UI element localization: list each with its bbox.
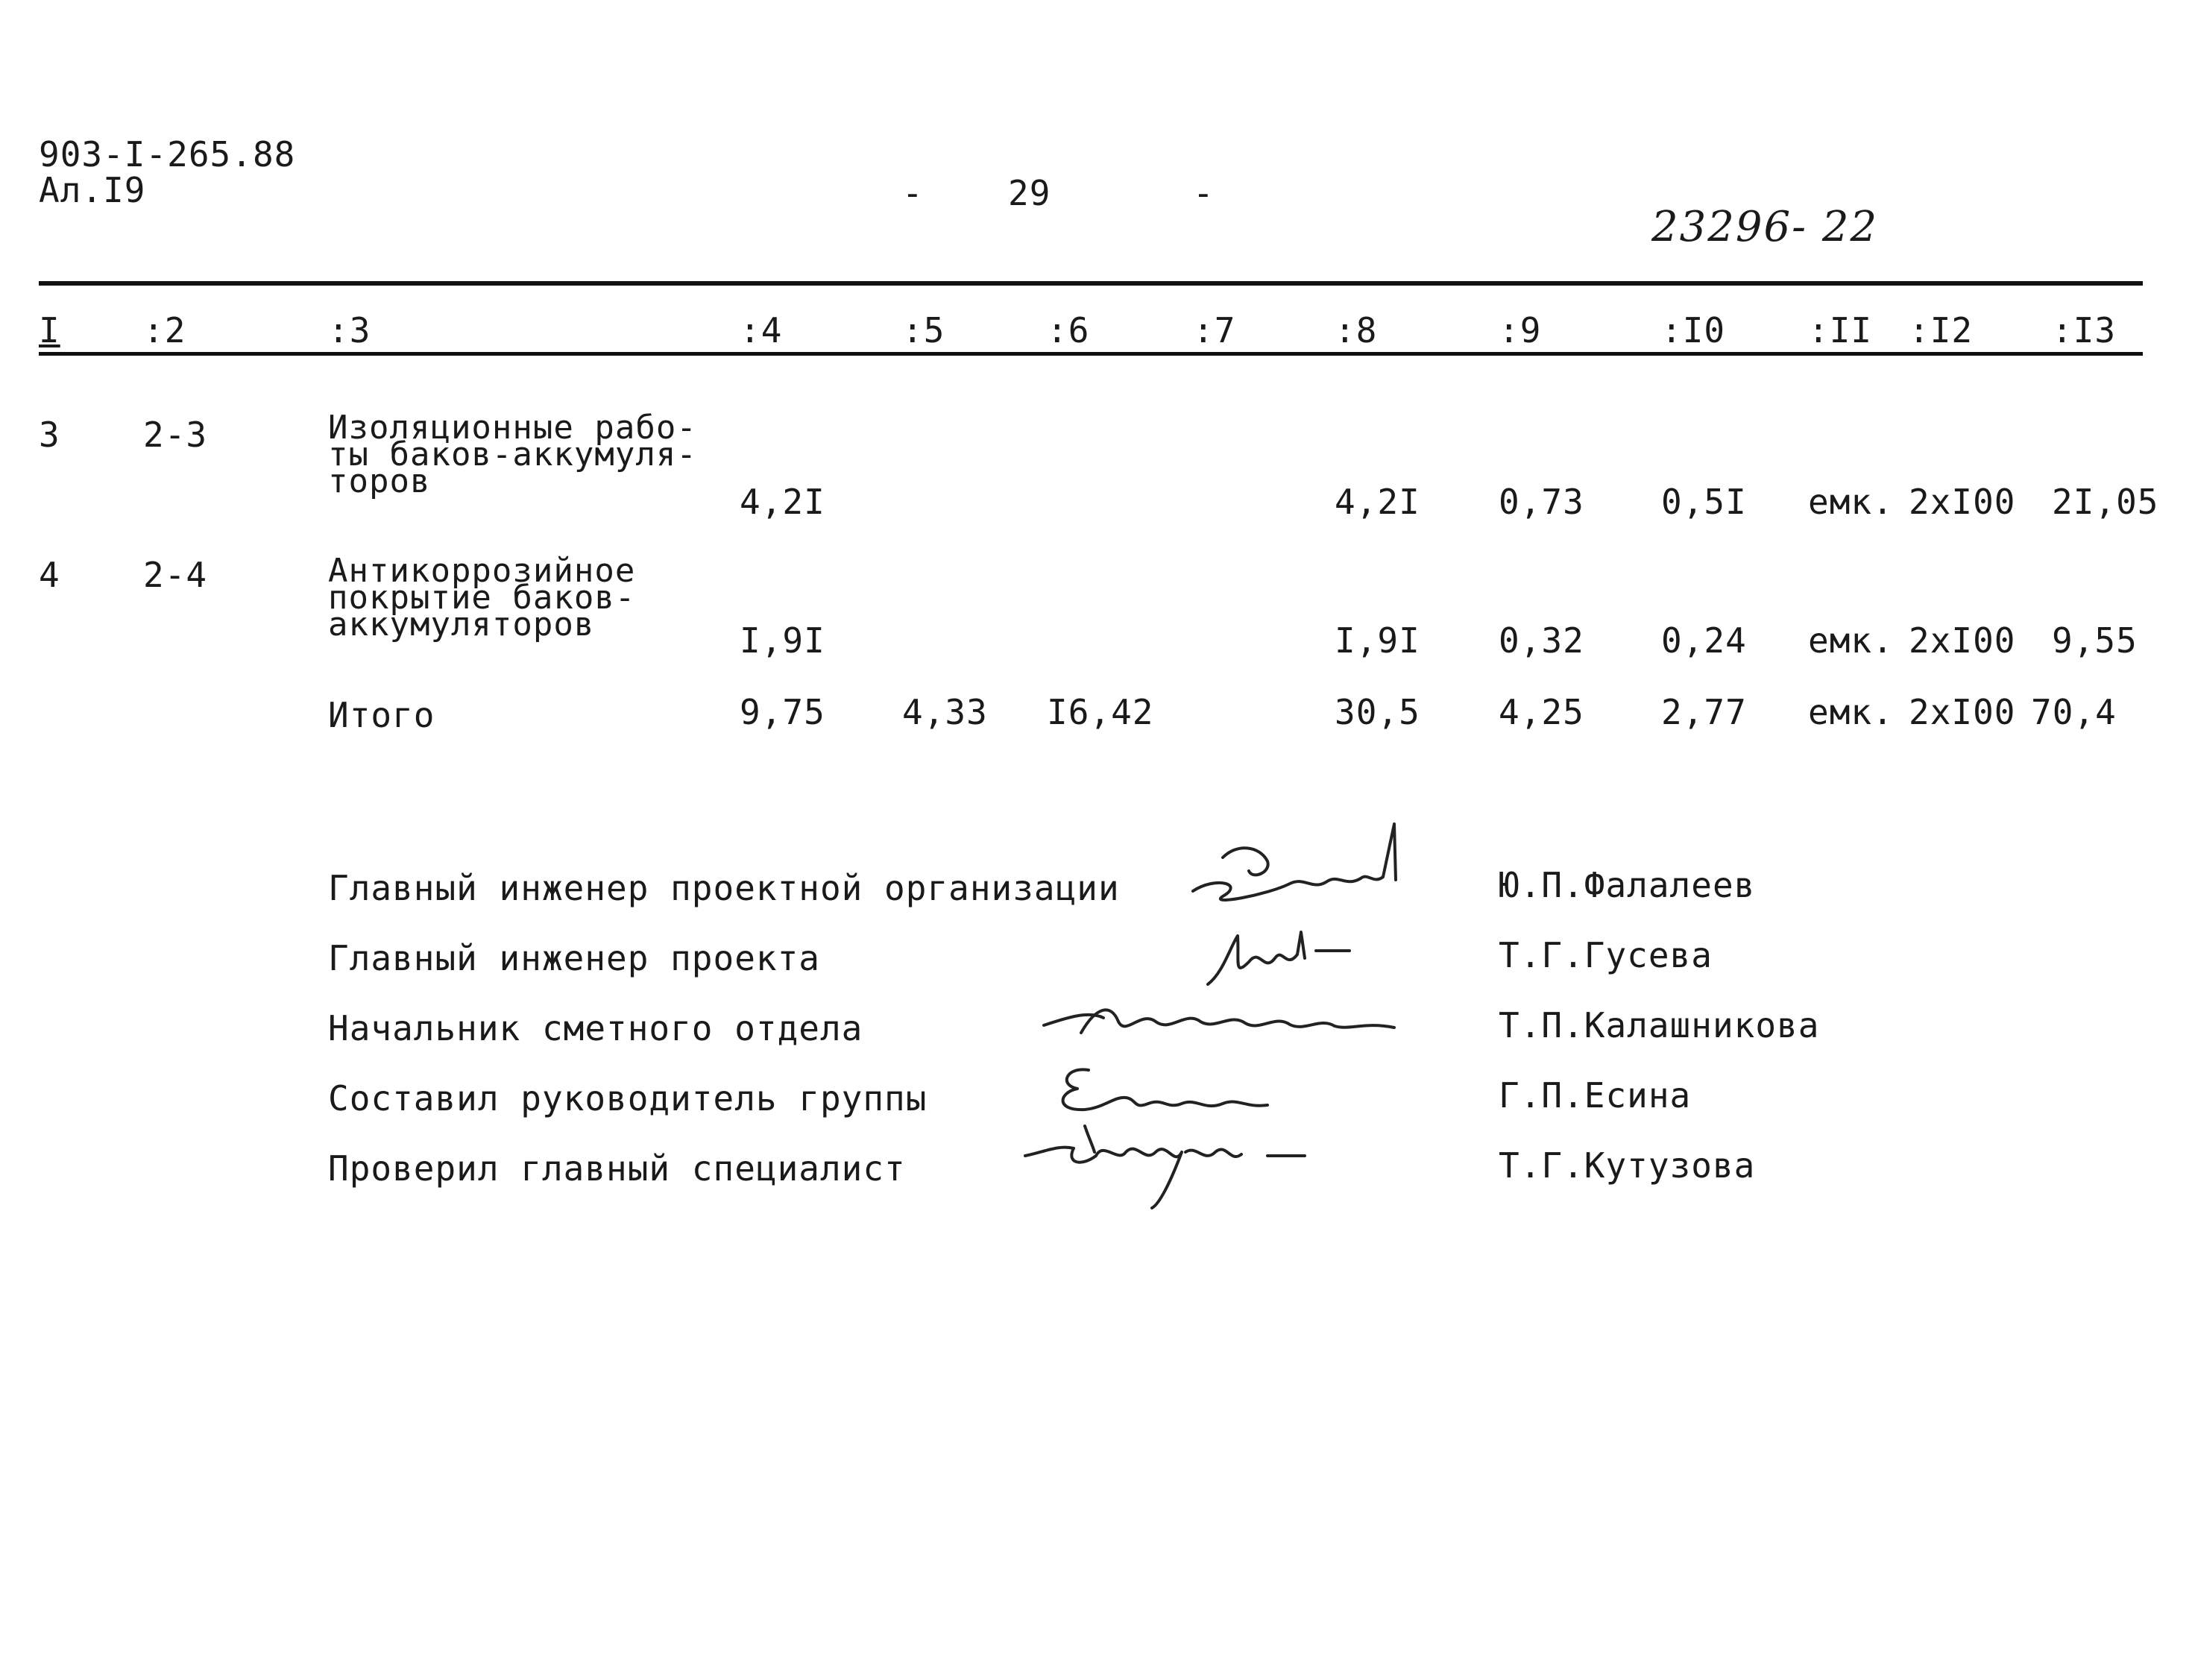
- cell-col10: 0,24: [1661, 620, 1747, 661]
- cell-col13: 9,55: [2052, 620, 2138, 661]
- col-header-7: :7: [1193, 310, 1236, 350]
- signatory-name: Г.П.Есина: [1499, 1075, 1692, 1116]
- album-number: Ал.I9: [39, 170, 146, 210]
- page-number: 29: [1008, 173, 1051, 213]
- inventory-number: 23296- 22: [1651, 203, 1879, 251]
- cell-col13: 2I,05: [2052, 482, 2159, 522]
- total-col10: 2,77: [1661, 692, 1747, 732]
- signatory-role: Проверил главный специалист: [328, 1148, 906, 1189]
- col-header-10: :I0: [1661, 310, 1726, 350]
- col-header-11: :II: [1808, 310, 1873, 350]
- cell-col4: 4,2I: [740, 482, 825, 522]
- signature-falaleev: [1178, 813, 1417, 910]
- cell-col10: 0,5I: [1661, 482, 1747, 522]
- page-dash-left: -: [902, 173, 924, 213]
- col-header-8: :8: [1335, 310, 1378, 350]
- signatory-role: Главный инженер проекта: [328, 938, 820, 978]
- col-header-4: :4: [740, 310, 783, 350]
- row-description: Изоляционные рабо- ты баков-аккумуля- торов: [328, 409, 697, 500]
- col-header-5: :5: [902, 310, 945, 350]
- signature-kutuzova: [1014, 1111, 1349, 1215]
- total-col5: 4,33: [902, 692, 988, 732]
- cell-col12: 2xI00: [1909, 620, 2016, 661]
- col-header-3: :3: [328, 310, 371, 350]
- table-header-rule: [39, 352, 2143, 356]
- cell-col9: 0,32: [1499, 620, 1584, 661]
- col-header-9: :9: [1499, 310, 1542, 350]
- col-header-12: :I2: [1909, 310, 1974, 350]
- total-label: Итого: [328, 695, 435, 735]
- cell-col12: 2xI00: [1909, 482, 2016, 522]
- signatory-role: Главный инженер проектной организации: [328, 868, 1120, 908]
- signature-kalashnikova: [1036, 984, 1409, 1051]
- signatory-role: Составил руководитель группы: [328, 1078, 927, 1119]
- signatory-name: Ю.П.Фалалеев: [1499, 865, 1756, 905]
- total-col12: 2xI00: [1909, 692, 2016, 732]
- cell-col8: 4,2I: [1335, 482, 1420, 522]
- cell-col4: I,9I: [740, 620, 825, 661]
- table-top-rule: [39, 281, 2143, 286]
- signature-guseva: [1193, 917, 1372, 992]
- signatory-name: Т.Г.Гусева: [1499, 935, 1713, 975]
- col-header-1: I: [39, 310, 60, 350]
- col-header-13: :I3: [2052, 310, 2117, 350]
- col-header-2: :2: [143, 310, 186, 350]
- page-dash-right: -: [1193, 173, 1215, 213]
- total-col8: 30,5: [1335, 692, 1420, 732]
- total-col11: емк.: [1808, 692, 1894, 732]
- total-col9: 4,25: [1499, 692, 1584, 732]
- cell-col11: емк.: [1808, 620, 1894, 661]
- total-col6: I6,42: [1047, 692, 1154, 732]
- row-description: Антикоррозийное покрытие баков- аккумуляторов: [328, 552, 636, 644]
- doc-code: 903-I-265.88: [39, 134, 296, 174]
- row-number: 4: [39, 555, 60, 595]
- signatory-role: Начальник сметного отдела: [328, 1008, 863, 1048]
- total-col4: 9,75: [740, 692, 825, 732]
- row-number: 3: [39, 415, 60, 455]
- row-code: 2-3: [143, 415, 208, 455]
- signatory-name: Т.Г.Кутузова: [1499, 1145, 1756, 1186]
- col-header-6: :6: [1047, 310, 1090, 350]
- total-col13: 70,4: [2031, 692, 2117, 732]
- cell-col11: емк.: [1808, 482, 1894, 522]
- cell-col8: I,9I: [1335, 620, 1420, 661]
- cell-col9: 0,73: [1499, 482, 1584, 522]
- signatory-name: Т.П.Калашникова: [1499, 1005, 1820, 1045]
- row-code: 2-4: [143, 555, 208, 595]
